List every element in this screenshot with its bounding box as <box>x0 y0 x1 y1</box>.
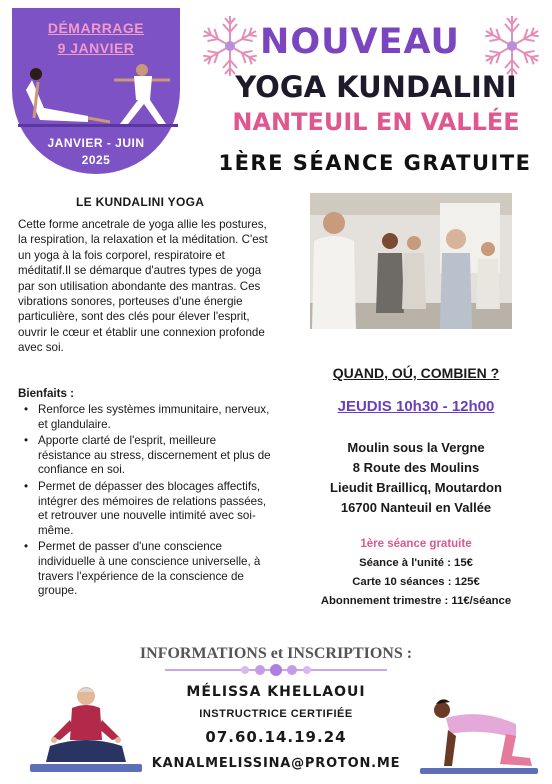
badge-start-line1: DÉMARRAGE <box>47 20 145 36</box>
schedule: JEUDIS 10h30 - 12h00 <box>337 398 495 415</box>
intro-paragraph: Cette forme ancetrale de yoga allie les postures, la respiration, la relaxation et la méditation. C'est un yoga à la fois corporel, respiratoire et méditatif.Il se démarque d'autres types de yoga par son utilisation abondante des mantras. Ces vibrations sonores, porteuses d'une énergie particulière, sont des clés pour élever l'esprit, ouvrir le cœur et établir une connexion profonde avec soi. <box>18 218 268 355</box>
list-item: • Permet de passer d'une conscience individuelle à une conscience universelle, à travers l'expérience de la conscience de groupe. <box>18 540 272 598</box>
badge-period-line1: JANVIER - JUIN <box>47 136 145 150</box>
address-line: Moulin sous la Vergne <box>347 440 485 455</box>
instructor-name: MÉLISSA KHELLAOUI <box>186 684 366 700</box>
title-location: NANTEUIL EN VALLÉE <box>232 108 520 136</box>
first-session-free: 1ère séance gratuite <box>360 538 472 550</box>
class-photo <box>310 193 512 329</box>
email-address[interactable]: KANALMELISSINA@PROTON.ME <box>151 756 401 771</box>
address-line: 16700 Nanteuil en Vallée <box>340 500 492 515</box>
benefits-heading: Bienfaits : <box>18 387 75 400</box>
yoga-pose-illustration <box>18 60 178 132</box>
decorative-divider <box>165 663 387 677</box>
list-item: • Apporte clarté de l'esprit, meilleure résistance au stress, discernement et plus de confiance en soi. <box>18 434 272 478</box>
meditation-illustration <box>30 682 142 776</box>
price-line: Carte 10 séances : 125€ <box>352 576 480 588</box>
date-badge <box>12 8 180 174</box>
details-heading: QUAND, OÚ, COMBIEN ? <box>332 365 500 381</box>
address-line: 8 Route des Moulins <box>352 460 480 475</box>
title-first-session-free: 1ÈRE SÉANCE GRATUITE <box>218 151 532 175</box>
address-line: Lieudit Braillicq, Moutardon <box>330 480 502 495</box>
price-line: Séance à l'unité : 15€ <box>359 557 473 569</box>
cat-pose-illustration <box>420 690 538 776</box>
price-line: Abonnement trimestre : 11€/séance <box>320 595 512 607</box>
list-item: • Permet de dépasser des blocages affectifs, intégrer des mémoires de relations passées, et retrouver une nouvelle intimité avec soi-même. <box>18 480 272 538</box>
section-heading: LE KUNDALINI YOGA <box>76 195 205 209</box>
phone-number[interactable]: 07.60.14.19.24 <box>205 728 347 746</box>
title-yoga-kundalini: YOGA KUNDALINI <box>235 70 517 104</box>
instructor-role: INSTRUCTRICE CERTIFIÉE <box>199 708 353 720</box>
badge-start-line2: 9 JANVIER <box>57 40 135 56</box>
benefits-list <box>18 403 272 601</box>
list-item: • Renforce les systèmes immunitaire, nerveux, et glandulaire. <box>18 403 272 432</box>
title-nouveau: NOUVEAU <box>260 22 460 62</box>
contact-heading: INFORMATIONS et INSCRIPTIONS : <box>139 645 413 662</box>
badge-period-line2: 2025 <box>81 153 111 167</box>
